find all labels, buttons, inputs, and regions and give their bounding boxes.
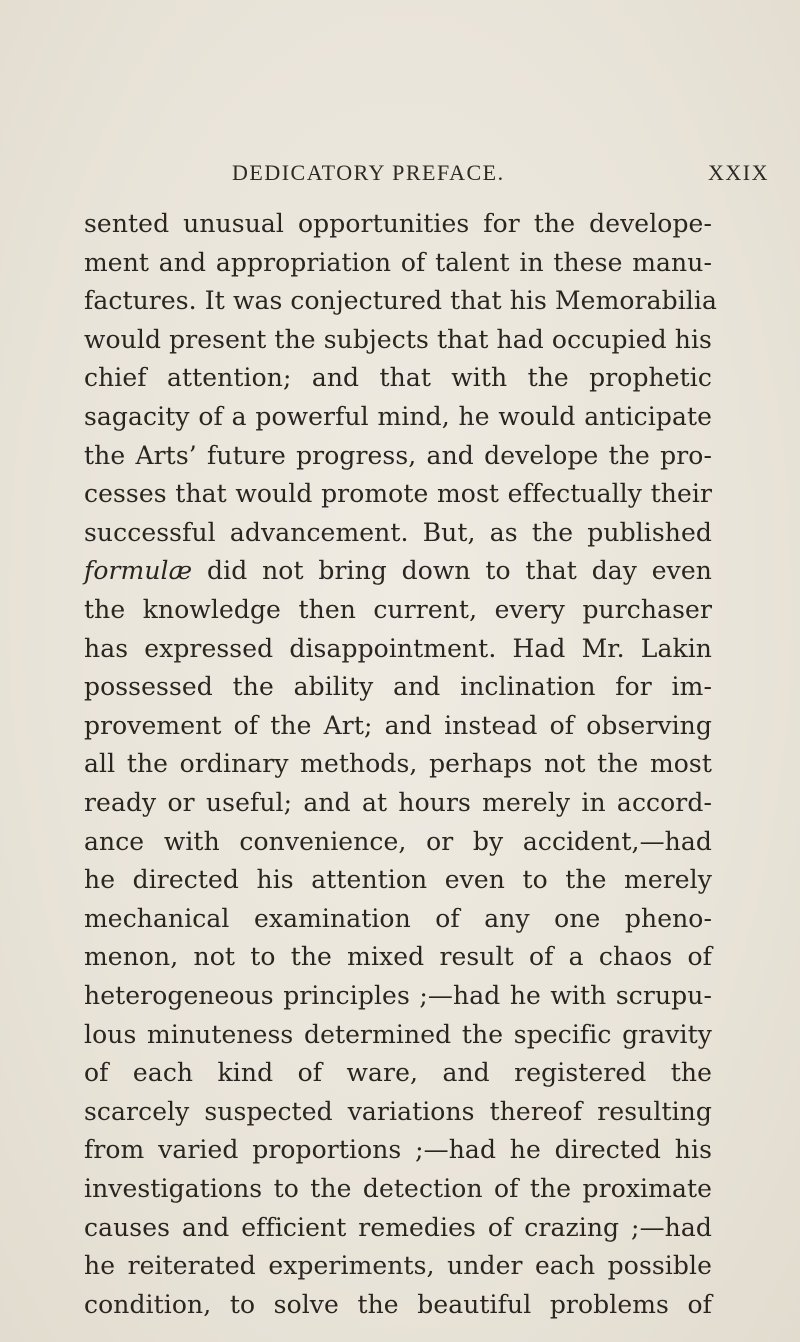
text-line: he reiterated experiments, under each possible <box>84 1251 712 1281</box>
text-line: the knowledge then current, every purchaser <box>84 595 712 624</box>
page-number: XXIX <box>708 160 769 185</box>
text-line: scarcely suspected variations thereof resulting <box>84 1096 712 1126</box>
text-line: ready or useful; and at hours merely in accord- <box>84 788 712 817</box>
text-line: formulæ did not bring down to that day even <box>84 556 712 586</box>
text-line: provement of the Art; and instead of observing <box>84 710 712 740</box>
text-line: all the ordinary methods, perhaps not the most <box>84 749 712 779</box>
text-line: cesses that would promote most effectually their <box>84 479 712 509</box>
text-line: would present the subjects that had occupied his <box>84 324 712 354</box>
text-line: from varied proportions ;—had he directed his <box>84 1135 712 1165</box>
text-line: the Arts’ future progress, and develope the pro- <box>84 440 712 470</box>
text-line: menon, not to the mixed result of a chaos of <box>84 942 712 972</box>
text-line: investigations to the detection of the proximate <box>84 1174 712 1203</box>
text-line: he directed his attention even to the merely <box>84 865 712 895</box>
text-line: successful advancement. But, as the published <box>84 517 712 547</box>
text-line: chief attention; and that with the prophetic <box>84 363 712 393</box>
italic-term: formulæ <box>84 556 193 586</box>
running-head: DEDICATORY PREFACE. <box>232 160 505 185</box>
text-line: ance with convenience, or by accident,—had <box>84 826 712 856</box>
text-line: ment and appropriation of talent in these manu- <box>84 247 712 277</box>
text-line: has expressed disappointment. Had Mr. Lakin <box>84 633 712 663</box>
page-header <box>0 160 800 196</box>
text-line: factures. It was conjectured that his Memorabilia <box>84 286 717 316</box>
text-line: causes and efficient remedies of crazing ;—had <box>84 1212 712 1242</box>
text-line: sented unusual opportunities for the develope- <box>84 209 712 238</box>
text-line: heterogeneous principles ;—had he with scrupu- <box>84 981 712 1010</box>
text-line: condition, to solve the beautiful problems of <box>84 1289 712 1319</box>
text-line: mechanical examination of any one pheno- <box>84 903 712 933</box>
text-line: possessed the ability and inclination for im- <box>84 672 712 702</box>
text-line: lous minuteness determined the specific gravity <box>84 1019 712 1049</box>
text-line: of each kind of ware, and registered the <box>84 1058 712 1088</box>
text-line: sagacity of a powerful mind, he would anticipate <box>84 402 712 431</box>
